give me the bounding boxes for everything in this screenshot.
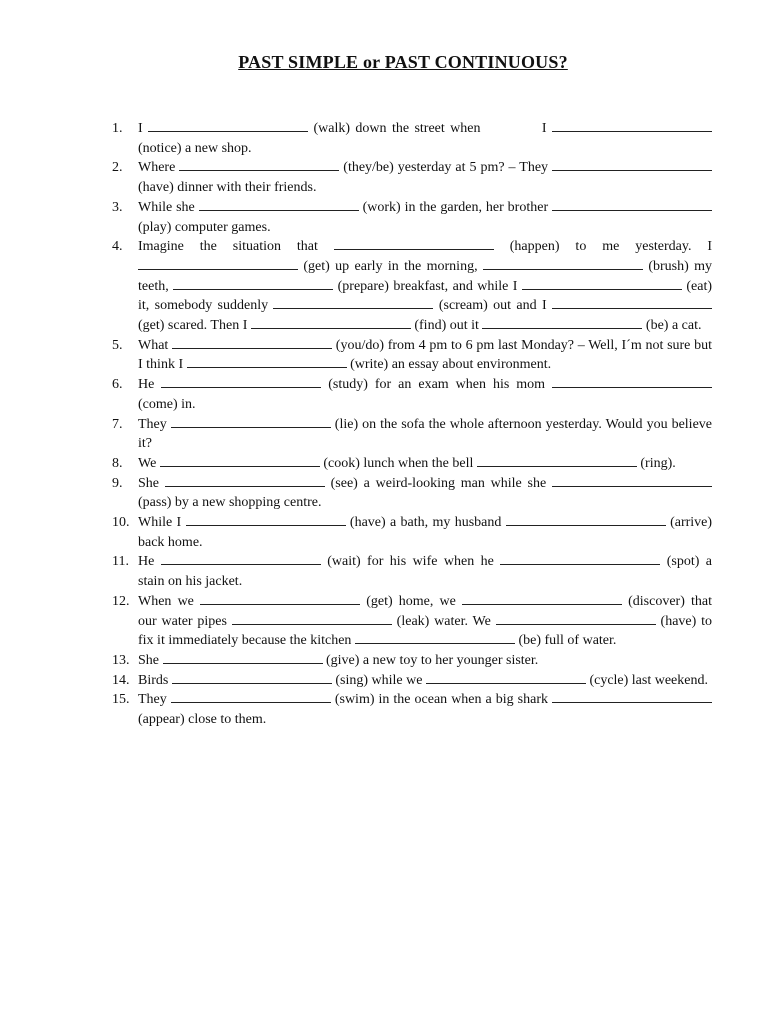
answer-blank[interactable] <box>496 612 656 625</box>
item-text: (spot) a stain on his jacket. <box>138 554 713 590</box>
item-text: (get) scared. Then I <box>138 318 248 334</box>
answer-blank[interactable] <box>187 355 347 368</box>
item-text: (have) a bath, my husband <box>349 515 502 531</box>
exercise-item <box>112 552 712 591</box>
exercise-item <box>112 415 712 454</box>
item-text: (notice) a new shop. <box>138 140 252 156</box>
item-number: 2. <box>112 160 123 176</box>
answer-blank[interactable] <box>199 198 359 211</box>
item-number: 14. <box>112 672 130 688</box>
answer-blank[interactable] <box>482 316 642 329</box>
item-text: Imagine the situation that <box>138 239 318 255</box>
item-text: They <box>138 692 167 708</box>
item-text: (you/do) from 4 pm to 6 pm last Monday? – Well, I´m not sure but I think I <box>138 337 713 373</box>
item-text: (swim) in the ocean when a big shark <box>334 692 548 708</box>
exercise-item <box>112 336 712 375</box>
item-text: (cook) lunch when the bell <box>323 455 474 471</box>
item-text: (have) dinner with their friends. <box>138 180 317 196</box>
answer-blank[interactable] <box>500 552 660 565</box>
item-text: (sing) while we <box>335 672 423 688</box>
answer-blank[interactable] <box>552 296 712 309</box>
exercise-item <box>112 454 712 474</box>
item-text: (appear) close to them. <box>138 712 267 728</box>
answer-blank[interactable] <box>552 375 712 388</box>
item-text: (work) in the garden, her brother <box>362 199 549 215</box>
item-text: I <box>138 121 143 136</box>
answer-blank[interactable] <box>138 257 298 270</box>
answer-blank[interactable] <box>552 198 712 211</box>
item-text: (pass) by a new shopping centre. <box>138 495 322 511</box>
item-text: While she <box>138 199 195 215</box>
exercise-item <box>112 375 712 414</box>
exercise-item <box>112 690 712 729</box>
item-text: (they/be) yesterday at 5 pm? – They <box>343 160 549 176</box>
answer-blank[interactable] <box>171 690 331 703</box>
exercise-item <box>112 671 712 691</box>
exercise-item <box>112 158 712 197</box>
item-text: (prepare) breakfast, and while I <box>337 278 518 294</box>
item-text: What <box>138 337 169 353</box>
exercise-item <box>112 592 712 651</box>
exercise-list <box>112 119 712 730</box>
item-text: She <box>138 652 159 668</box>
answer-blank[interactable] <box>477 454 637 467</box>
item-number: 12. <box>112 593 130 609</box>
item-text: (lie) on the sofa the whole afternoon yesterday. Would you believe it? <box>138 416 713 452</box>
item-text: (be) a cat. <box>645 318 702 334</box>
item-text: (play) computer games. <box>138 219 271 235</box>
answer-blank[interactable] <box>552 690 712 703</box>
item-number: 7. <box>112 416 123 432</box>
item-text: Birds <box>138 672 169 688</box>
item-number: 13. <box>112 652 130 668</box>
item-text: (ring). <box>640 455 676 471</box>
item-text: (write) an essay about environment. <box>350 357 552 373</box>
item-text: (scream) out and I <box>438 298 547 314</box>
answer-blank[interactable] <box>172 671 332 684</box>
answer-blank[interactable] <box>186 513 346 526</box>
answer-blank[interactable] <box>506 513 666 526</box>
answer-blank[interactable] <box>148 119 308 132</box>
item-number: 9. <box>112 475 123 491</box>
item-text: We <box>138 455 157 471</box>
worksheet-title: PAST SIMPLE or PAST CONTINUOUS? <box>238 52 568 72</box>
answer-blank[interactable] <box>273 296 433 309</box>
answer-blank[interactable] <box>355 631 515 644</box>
exercise-item <box>112 119 712 158</box>
item-number: 8. <box>112 455 123 471</box>
answer-blank[interactable] <box>552 474 712 487</box>
item-text: (brush) my teeth, <box>138 258 713 294</box>
answer-blank[interactable] <box>251 316 411 329</box>
item-text: (get) home, we <box>366 593 456 609</box>
answer-blank[interactable] <box>426 671 586 684</box>
item-number: 3. <box>112 199 123 215</box>
item-text: They <box>138 416 167 432</box>
exercise-item <box>112 198 712 237</box>
item-text: I <box>541 121 547 136</box>
item-text: (find) out it <box>414 318 479 334</box>
item-text: (give) a new toy to her younger sister. <box>326 652 539 668</box>
answer-blank[interactable] <box>200 592 360 605</box>
item-text: (have) to fix it immediately because the kitchen <box>138 613 713 649</box>
item-number: 10. <box>112 515 130 531</box>
item-text: While I <box>138 515 182 531</box>
answer-blank[interactable] <box>172 336 332 349</box>
answer-blank[interactable] <box>165 474 325 487</box>
item-text: Where <box>138 160 176 176</box>
item-text: (eat) it, somebody suddenly <box>138 278 713 314</box>
item-text: (see) a weird-looking man while she <box>330 475 547 491</box>
exercise-item <box>112 651 712 671</box>
answer-blank[interactable] <box>232 612 392 625</box>
exercise-item <box>112 237 712 336</box>
item-text: (arrive) back home. <box>138 515 713 550</box>
item-number: 6. <box>112 377 123 393</box>
item-text: He <box>138 377 155 393</box>
answer-blank[interactable] <box>522 277 682 290</box>
answer-blank[interactable] <box>552 158 712 171</box>
answer-blank[interactable] <box>334 237 494 250</box>
item-text: When we <box>138 593 194 609</box>
item-text: She <box>138 475 159 491</box>
exercise-item <box>112 474 712 513</box>
item-number: 5. <box>112 337 123 353</box>
item-text: (study) for an exam when his mom <box>328 377 546 393</box>
answer-blank[interactable] <box>160 454 320 467</box>
answer-blank[interactable] <box>163 651 323 664</box>
item-text: (happen) to me yesterday. I <box>509 239 713 255</box>
exercise-item <box>112 513 712 552</box>
item-text: (wait) for his wife when he <box>327 554 494 570</box>
item-text: (discover) that our water pipes <box>138 593 712 629</box>
item-text: (get) up early in the morning, <box>303 258 478 274</box>
item-number: 4. <box>112 239 123 255</box>
answer-blank[interactable] <box>179 158 339 171</box>
item-text: (leak) water. We <box>396 613 491 629</box>
item-text: He <box>138 554 155 570</box>
answer-blank[interactable] <box>171 415 331 428</box>
answer-blank[interactable] <box>161 552 321 565</box>
answer-blank[interactable] <box>552 119 712 132</box>
item-text: (cycle) last weekend. <box>589 672 708 688</box>
item-text: (be) full of water. <box>518 633 617 649</box>
answer-blank[interactable] <box>462 592 622 605</box>
answer-blank[interactable] <box>483 257 643 270</box>
answer-blank[interactable] <box>161 375 321 388</box>
item-number: 15. <box>112 692 130 708</box>
item-number: 11. <box>112 554 129 570</box>
answer-blank[interactable] <box>173 277 333 290</box>
item-text: (come) in. <box>138 396 196 412</box>
item-text: (walk) down the street when <box>313 121 481 136</box>
item-number: 1. <box>112 121 123 136</box>
